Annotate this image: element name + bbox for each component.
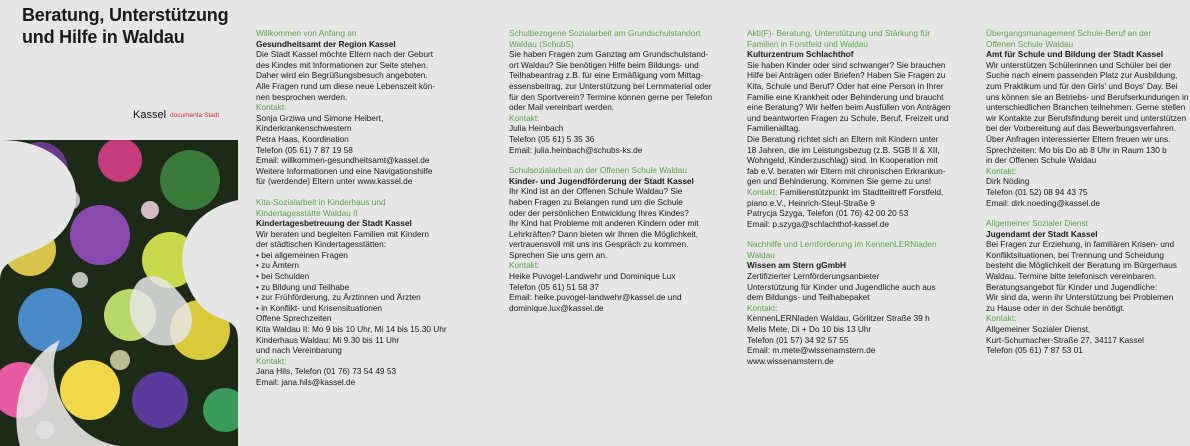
body-line: Die Beratung richtet sich an Eltern mit Kindern unter — [747, 133, 939, 144]
body-line: Wir sind da, wenn ihr Unterstützung bei Problemen — [986, 292, 1174, 303]
contact-line: Heike Puvogel-Landwehr und Dominique Lux — [509, 271, 676, 282]
body-line: Sie haben Fragen zum Ganztag am Grundschulstand- — [509, 49, 709, 60]
contact-line: Familienstützpunkt im Stadtteiltreff Forstfeld, — [779, 186, 944, 197]
body-line: nen besprochen werden. — [256, 91, 348, 102]
section-heading: Kita-Sozialarbeit in Kinderhaus und — [256, 196, 386, 207]
section-heading: Übergangsmanagement Schule-Beruf an der — [986, 28, 1152, 38]
body-line: in der Offenen Schule Waldau — [986, 155, 1097, 166]
contact-phone: Telefon (05 61) 5 35 36 — [509, 133, 595, 144]
body-line: Beratungsangebot für Kinder und Jugendliche: — [986, 281, 1158, 292]
contact-web-link[interactable]: www.wissenamstern.de — [747, 355, 834, 366]
contact-label: Kontakt: — [986, 313, 1017, 324]
body-line: Daher wird ein Begrüßungsbesuch angeboten. — [256, 70, 428, 81]
section-heading: Waldau (SchubS) — [509, 38, 574, 49]
body-line: zum Praktikum und für den Girls' und Boys' Day. Bei — [986, 80, 1178, 91]
contact-inline-line — [747, 187, 965, 198]
contact-line: Kinderkrankenschwestern — [256, 123, 352, 134]
contact-line: Kurt-Schumacher-Straße 27, 34117 Kassel — [986, 334, 1145, 345]
body-line: der städtischen Kindertagesstätten: — [256, 239, 387, 250]
body-line: vertrauensvoll mit uns ins Gespräch zu kommen. — [509, 239, 689, 250]
body-line: Ihr Kind ist an der Offenen Schule Waldau? Sie — [509, 186, 683, 197]
page-title — [22, 4, 232, 48]
section-org: Kinder- und Jugendförderung der Stadt Kassel — [509, 175, 694, 186]
body-line: oder der persönlichen Entwicklung Ihres Kindes? — [509, 207, 689, 218]
section-org: Gesundheitsamt der Region Kassel — [256, 38, 396, 49]
body-line: 18 Jahren, die im Leistungsbezug (z.B. SGB II & XII, — [747, 144, 940, 155]
body-line: gen und Behinderung. Kommen Sie gerne zu uns! — [747, 176, 932, 187]
contact-email-link[interactable]: Email: m.mete@wissenamstern.de — [747, 345, 876, 356]
section-heading: Kindertagesstätte Waldau II — [256, 207, 358, 218]
contact-label: Kontakt: — [747, 186, 778, 197]
contact-email-link[interactable]: Email: jana.hils@kassel.de — [256, 377, 356, 387]
contact-email-link[interactable]: Email: julia.heinbach@schubs-ks.de — [509, 144, 643, 155]
logo-subtext: documenta Stadt — [170, 111, 220, 119]
section-org: Kulturzentrum Schlachthof — [747, 49, 854, 60]
body-line: Kinderhaus Waldau: Mi 9.30 bis 11 Uhr — [256, 334, 400, 345]
body-line: dem Bildungs- und Teilhabepaket — [747, 292, 870, 303]
bullet-item: • zu Bildung und Teilhabe — [256, 281, 350, 292]
contact-label: Kontakt: — [986, 165, 1017, 176]
body-line: haben Fragen zu Belangen rund um die Schule — [509, 196, 683, 207]
section-heading: Offenen Schule Waldau — [986, 38, 1074, 49]
body-line: ort Waldau? Sie benötigen Hilfe beim Bildungs- und — [509, 59, 699, 70]
title-line: Beratung, Unterstützung — [22, 5, 229, 25]
contact-email-link[interactable]: Email: heike.puvogel-landwehr@kassel.de und — [509, 292, 682, 303]
section-heading: Schulbezogene Sozialarbeit am Grundschulstandort — [509, 28, 701, 38]
body-line: wir Kontakte zur Berufsfindung bereit und unterstützen — [986, 112, 1187, 123]
section-org: Jugendamt der Stadt Kassel — [986, 228, 1098, 239]
section-org: Kindertagesbetreuung der Stadt Kassel — [256, 218, 412, 229]
bullet-item: • zur Frühförderung, zu Ärztinnen und Ärzten — [256, 292, 421, 303]
info-column-4 — [986, 28, 1190, 356]
body-line: Offene Sprechzeiten — [256, 313, 332, 324]
body-line: Wir unterstützen Schülerinnen und Schüler bei der — [986, 59, 1172, 70]
kassel-logo — [133, 109, 219, 121]
section-heading: Waldau — [747, 249, 775, 260]
contact-phone: Telefon (01 57) 34 92 57 55 — [747, 334, 849, 345]
info-column-3 — [747, 28, 965, 366]
section-heading: Schulsozialarbeit an der Offenen Schule Waldau — [509, 165, 688, 176]
body-line: Über Anfragen interessierter Eltern freuen wir uns. — [986, 133, 1171, 144]
contact-email-link[interactable]: dominique.lux@kassel.de — [509, 302, 604, 313]
body-line: Sprechzeiten: Mo bis Do ab 8 Uhr in Raum 130 b — [986, 144, 1167, 155]
contact-phone: Telefon (05 61) 7 87 19 58 — [256, 144, 353, 155]
body-line: uns können sie an Betriebs- und Berufserkundungen in — [986, 91, 1189, 102]
cover-panel — [0, 0, 238, 446]
body-line: Sprechen Sie uns gern an. — [509, 249, 608, 260]
bullet-item: • bei allgemeinen Fragen — [256, 249, 348, 260]
contact-line: Allgemeiner Sozialer Dienst, — [986, 324, 1091, 335]
contact-phone: Telefon (01 52) 08 94 43 75 — [986, 186, 1088, 197]
body-line: Wohngeld, Kinderzuschlag) sind. In Kooperation mit — [747, 155, 938, 166]
contact-line: Melis Mete, Di + Do 10 bis 13 Uhr — [747, 324, 872, 335]
body-line: und nach Vereinbarung — [256, 345, 342, 356]
body-line: Teilhabeantrag z.B. für eine Ermäßigung vom Mittag- — [509, 70, 704, 81]
body-line: Bei Fragen zur Erziehung, in familiären Krisen- und — [986, 239, 1175, 250]
body-line: Ihr Kind hat Probleme mit anderen Kindern oder mit — [509, 218, 699, 229]
body-line: Waldau. Termine bitte telefonisch vereinbaren. — [986, 271, 1157, 282]
contact-line: KennenLERNladen Waldau, Görlitzer Straße 39 h — [747, 313, 930, 324]
contact-line: Dirk Nöding — [986, 176, 1030, 187]
body-line: Alle Fragen rund um diese neue Lebenszeit kön- — [256, 80, 435, 91]
contact-email-link[interactable]: Email: dirk.noeding@kassel.de — [986, 197, 1101, 208]
contact-line: Sonja Grziwa und Simone Heibert, — [256, 112, 384, 123]
body-line: Familienalltag. — [747, 123, 801, 134]
contact-phone: Patrycja Szyga, Telefon (01 76) 42 00 20 53 — [747, 208, 909, 219]
body-line: für den Sportverein? Termine können gerne per Telefon — [509, 91, 713, 102]
title-line: und Hilfe in Waldau — [22, 27, 185, 47]
section-heading: Allgemeiner Sozialer Dienst — [986, 218, 1088, 229]
body-line: essensbeitrag, zur Unterstützung bei Lernmaterial oder — [509, 80, 712, 91]
bullet-item: • zu Ämtern — [256, 260, 300, 271]
body-line: Konfliktsituationen, bei Trennung und Scheidung — [986, 249, 1165, 260]
body-line: unterschiedlichen Branchen teilnehmen. Gerne stellen — [986, 102, 1186, 113]
body-line: Zertifizierter Lernförderungsanbieter — [747, 271, 880, 282]
contact-line: Weitere Informationen und eine Navigationshilfe — [256, 165, 433, 176]
contact-phone: Telefon (05 61) 7 87 53 01 — [986, 345, 1083, 356]
bullet-item: • in Konflikt- und Krisensituationen — [256, 302, 383, 313]
body-line: besteht die Möglichkeit der Beratung im Bürgerhaus — [986, 260, 1177, 271]
body-line: und beantworten Fragen zu Schule, Beruf, Freizeit und — [747, 112, 949, 123]
bullet-item: • bei Schulden — [256, 271, 310, 282]
section-org: Amt für Schule und Bildung der Stadt Kassel — [986, 49, 1164, 60]
contact-phone: Telefon (05 61) 51 58 37 — [509, 281, 599, 292]
contact-label: Kontakt: — [509, 260, 540, 271]
body-line: Unterstützung für Kinder und Jugendliche auch aus — [747, 281, 936, 292]
body-line: Lehrkräften? Dann bieten wir Ihnen die Möglichkeit, — [509, 228, 699, 239]
section-heading: Familien in Forstfeld und Waldau — [747, 38, 868, 49]
info-column-2 — [509, 28, 727, 313]
body-line: zu Hause oder in der Schule benötigt. — [986, 302, 1125, 313]
contact-web-link[interactable]: für (werdende) Eltern unter www.kassel.de — [256, 176, 413, 187]
body-line: Suche nach einem passenden Platz zur Ausbildung, — [986, 70, 1178, 81]
section-heading: Akti(F)- Beratung, Unterstützung und Stärkung für — [747, 28, 931, 38]
contact-label: Kontakt: — [747, 302, 778, 313]
body-line: oder Mail vereinbart werden. — [509, 102, 615, 113]
body-line: Hilfe bei Anträgen oder Briefen? Haben Sie Fragen zu — [747, 70, 946, 81]
logo-text: Kassel — [133, 109, 167, 121]
section-org: Wissen am Stern gGmbH — [747, 260, 847, 271]
section-heading: Nachhilfe und Lernförderung im KennenLERNladen — [747, 239, 937, 250]
contact-email-link[interactable]: Email: willkommen-gesundheitsamt@kassel.de — [256, 155, 430, 166]
flower-collage-image — [0, 140, 238, 446]
body-line: Kita Waldau II: Mo 9 bis 10 Uhr, Mi 14 bis 15.30 Uhr — [256, 324, 447, 335]
body-line: Kita, Schule und Beruf? Oder hat eine Person in Ihrer — [747, 80, 944, 91]
body-line: fab e.V. beraten wir Eltern mit chronischen Erkrankun- — [747, 165, 946, 176]
contact-label: Kontakt: — [256, 102, 287, 113]
contact-label: Kontakt: — [509, 112, 540, 123]
contact-line: Julia Heinbach — [509, 123, 564, 134]
body-line: eine Beratung? Wir helfen beim Ausfüllen von Anträgen — [747, 102, 951, 113]
section-heading: Willkommen von Anfang an — [256, 28, 357, 38]
body-line: bei der Vorbereitung auf das Bewerbungsverfahren. — [986, 123, 1177, 134]
body-line: Die Stadt Kassel möchte Eltern nach der Geburt — [256, 49, 434, 60]
body-line: Familie eine Krankheit oder Behinderung und braucht — [747, 91, 944, 102]
body-line: des Kindes mit Informationen zur Seite stehen. — [256, 59, 429, 70]
contact-line: piano e.V., Heinrich-Steul-Straße 9 — [747, 197, 875, 208]
body-line: Sie haben Kinder oder sind schwanger? Sie brauchen — [747, 59, 946, 70]
contact-phone: Jana Hils, Telefon (01 76) 73 54 49 53 — [256, 366, 397, 377]
info-column-1 — [256, 28, 474, 388]
contact-label: Kontakt: — [256, 355, 287, 366]
contact-line: Petra Haas, Koordination — [256, 133, 349, 144]
body-line: Wir beraten und begleiten Familien mit Kindern — [256, 228, 429, 239]
contact-email-link[interactable]: Email: p.szyga@schlachthof-kassel.de — [747, 218, 890, 229]
